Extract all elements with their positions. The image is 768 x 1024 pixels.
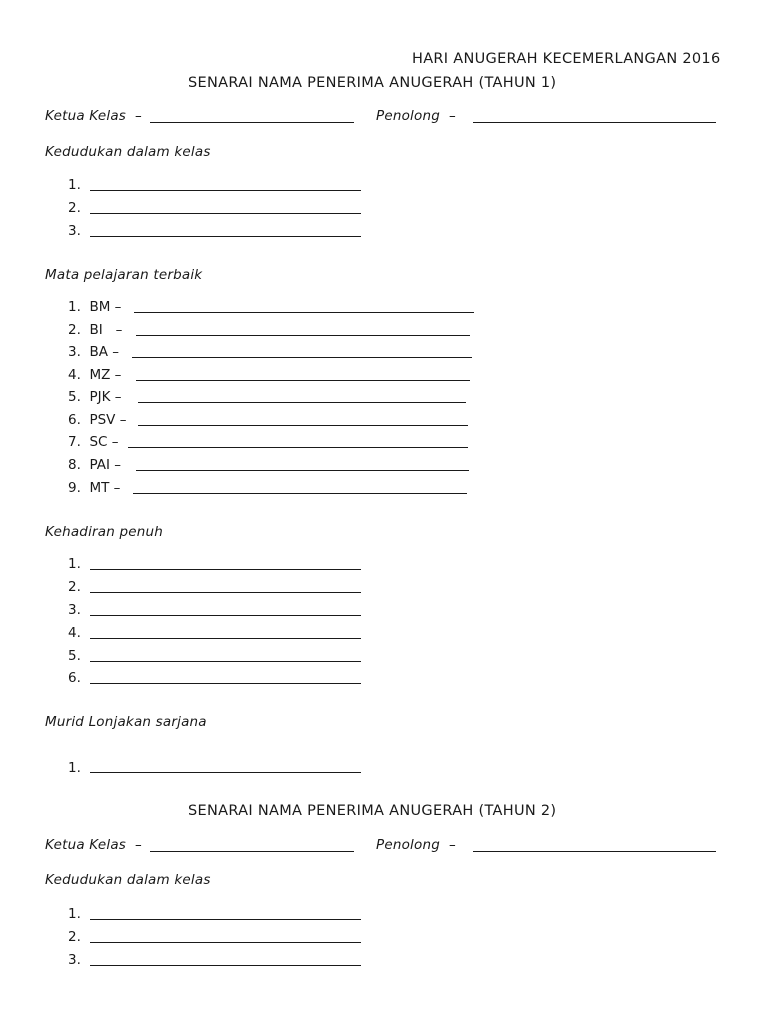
kedudukan-field[interactable] bbox=[90, 965, 361, 966]
kehadiran-item-number: 2. bbox=[68, 579, 81, 595]
kedudukan-field[interactable] bbox=[90, 213, 361, 214]
subject-item-label: 2. BI – bbox=[68, 322, 123, 338]
kehadiran-item-number: 1. bbox=[68, 556, 81, 572]
kedudukan-field[interactable] bbox=[90, 190, 361, 191]
subject-item-label: 8. PAI – bbox=[68, 457, 121, 473]
kehadiran-field[interactable] bbox=[90, 592, 361, 593]
kehadiran-item-number: 6. bbox=[68, 670, 81, 686]
subject-field-bm[interactable] bbox=[134, 312, 474, 313]
lonjakan-field[interactable] bbox=[90, 772, 361, 773]
kedudukan-item-number: 3. bbox=[68, 952, 81, 968]
kehadiran-item-number: 4. bbox=[68, 625, 81, 641]
kehadiran-field[interactable] bbox=[90, 661, 361, 662]
kehadiran-item-number: 5. bbox=[68, 648, 81, 664]
ketua-kelas-field[interactable] bbox=[150, 122, 354, 123]
kehadiran-field[interactable] bbox=[90, 569, 361, 570]
subject-field-ba[interactable] bbox=[132, 357, 472, 358]
subject-field-bi[interactable] bbox=[136, 335, 470, 336]
kehadiran-field[interactable] bbox=[90, 615, 361, 616]
kedudukan-item-number: 2. bbox=[68, 929, 81, 945]
kedudukan-field[interactable] bbox=[90, 942, 361, 943]
kehadiran-heading: Kehadiran penuh bbox=[45, 524, 164, 540]
penolong-label: Penolong – bbox=[376, 108, 456, 124]
lonjakan-item-number: 1. bbox=[68, 760, 81, 776]
subject-field-psv[interactable] bbox=[138, 425, 468, 426]
subject-item-label: 4. MZ – bbox=[68, 367, 122, 383]
kedudukan-item-number: 1. bbox=[68, 906, 81, 922]
subject-field-pai[interactable] bbox=[136, 470, 469, 471]
ketua-kelas-label: Ketua Kelas – bbox=[45, 837, 142, 853]
lonjakan-heading: Murid Lonjakan sarjana bbox=[45, 714, 207, 730]
subject-item-label: 1. BM – bbox=[68, 299, 122, 315]
kedudukan-field[interactable] bbox=[90, 236, 361, 237]
subject-item-label: 3. BA – bbox=[68, 344, 120, 360]
kedudukan-item-number: 3. bbox=[68, 223, 81, 239]
event-title: HARI ANUGERAH KECEMERLANGAN 2016 bbox=[412, 51, 721, 67]
penolong-field[interactable] bbox=[473, 851, 716, 852]
kedudukan-field[interactable] bbox=[90, 919, 361, 920]
subject-item-label: 7. SC – bbox=[68, 434, 119, 450]
kehadiran-field[interactable] bbox=[90, 638, 361, 639]
penolong-field[interactable] bbox=[473, 122, 716, 123]
kedudukan-item-number: 2. bbox=[68, 200, 81, 216]
subject-field-pjk[interactable] bbox=[138, 402, 466, 403]
section-title-tahun-2: SENARAI NAMA PENERIMA ANUGERAH (TAHUN 2) bbox=[188, 803, 557, 819]
kehadiran-item-number: 3. bbox=[68, 602, 81, 618]
subject-item-label: 6. PSV – bbox=[68, 412, 127, 428]
subject-field-mt[interactable] bbox=[133, 493, 467, 494]
subject-field-mz[interactable] bbox=[136, 380, 470, 381]
kedudukan-heading: Kedudukan dalam kelas bbox=[45, 872, 211, 888]
subject-field-sc[interactable] bbox=[128, 447, 468, 448]
ketua-kelas-label: Ketua Kelas – bbox=[45, 108, 142, 124]
subject-item-label: 5. PJK – bbox=[68, 389, 122, 405]
penolong-label: Penolong – bbox=[376, 837, 456, 853]
kehadiran-field[interactable] bbox=[90, 683, 361, 684]
kedudukan-item-number: 1. bbox=[68, 177, 81, 193]
mata-pelajaran-heading: Mata pelajaran terbaik bbox=[45, 267, 203, 283]
section-title-tahun-1: SENARAI NAMA PENERIMA ANUGERAH (TAHUN 1) bbox=[188, 75, 557, 91]
subject-item-label: 9. MT – bbox=[68, 480, 121, 496]
kedudukan-heading: Kedudukan dalam kelas bbox=[45, 144, 211, 160]
ketua-kelas-field[interactable] bbox=[150, 851, 354, 852]
